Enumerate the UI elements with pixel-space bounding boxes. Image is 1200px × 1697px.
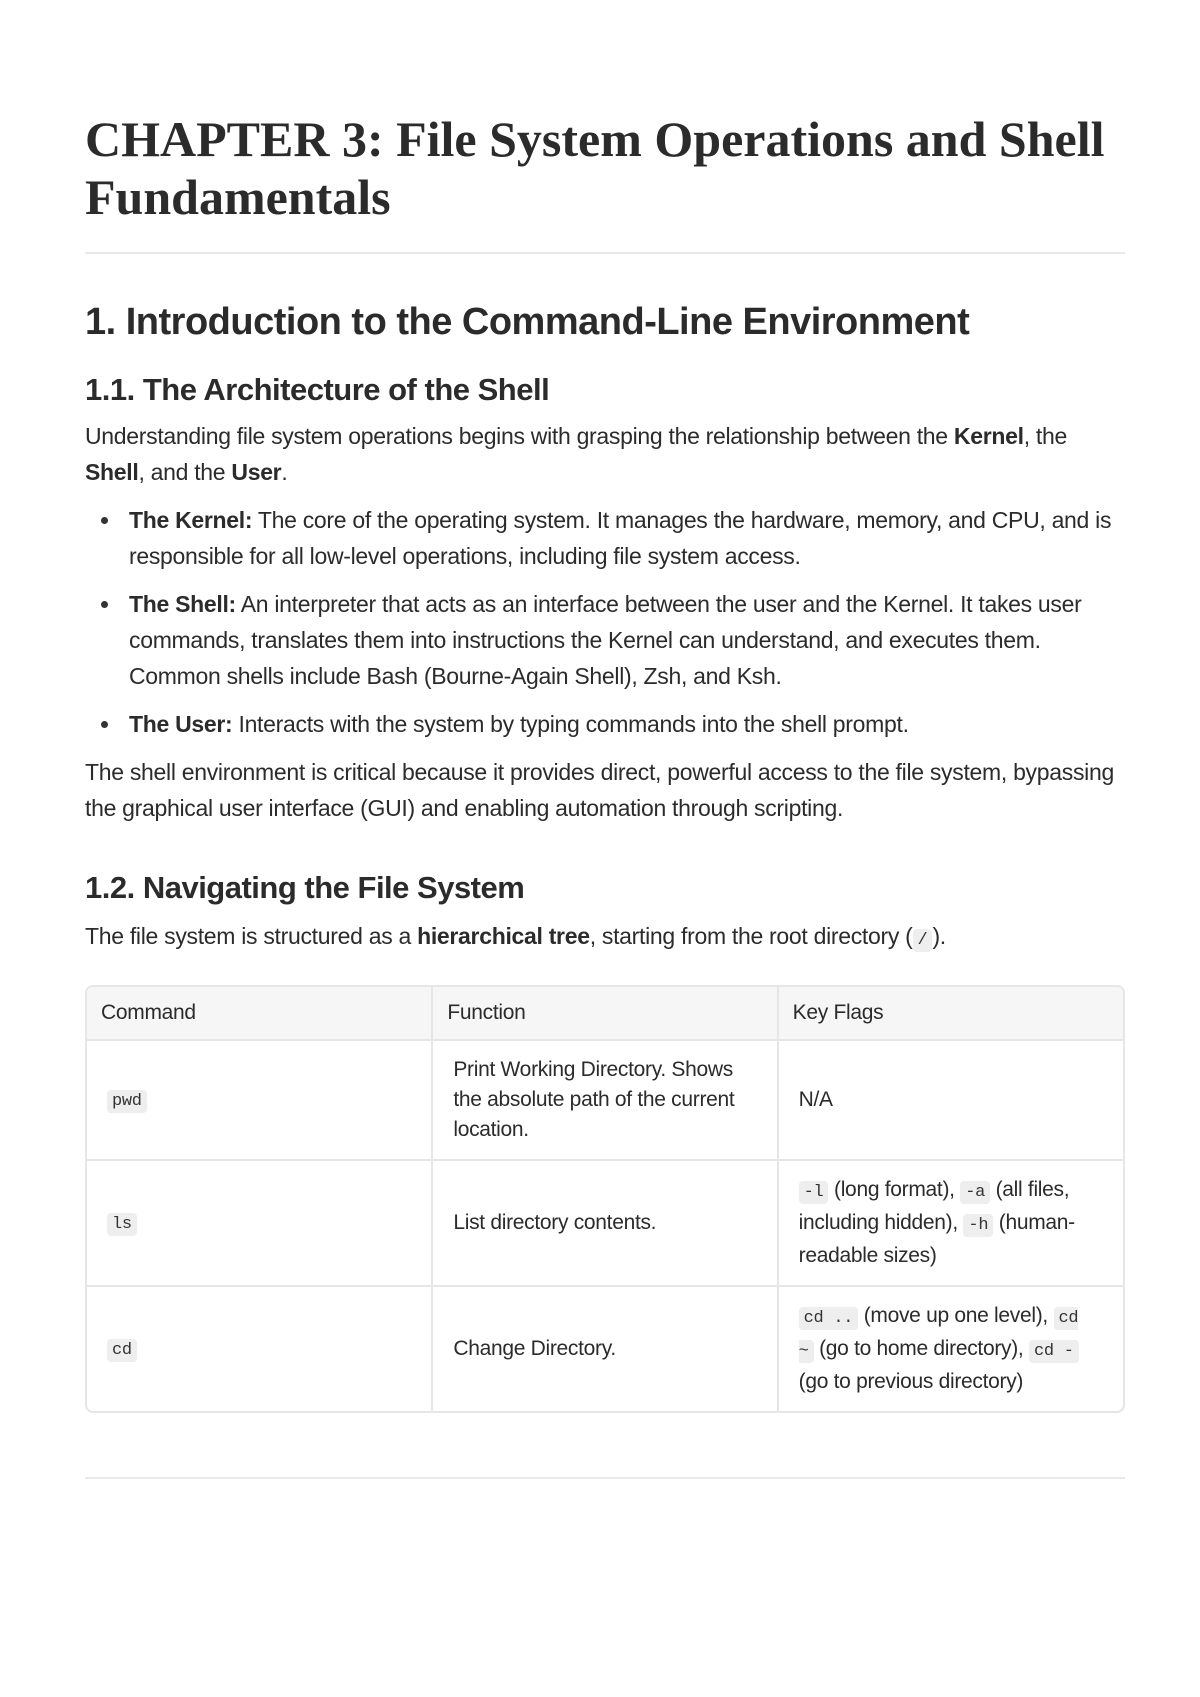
- flag-code: cd ~: [798, 1309, 1079, 1361]
- bullet-term: The Shell:: [129, 591, 236, 617]
- command-cell: [87, 1286, 432, 1411]
- shell-architecture-intro: [85, 418, 1125, 490]
- flag-description: (move up one level),: [858, 1304, 1054, 1327]
- function-cell: Change Directory.: [432, 1286, 777, 1411]
- table-row: [87, 1160, 1123, 1286]
- bullet-text: Interacts with the system by typing commands into the shell prompt.: [232, 711, 909, 737]
- section-1-1-heading: 1.1. The Architecture of the Shell: [85, 372, 550, 407]
- flag-code: -h: [963, 1214, 993, 1237]
- list-item-kernel: [85, 502, 1125, 574]
- bullet-term: The User:: [129, 711, 233, 737]
- root-directory-code: /: [913, 929, 933, 952]
- flag-description: (all files, including hidden),: [798, 1178, 1070, 1234]
- file-system-intro: [85, 918, 1125, 959]
- bullet-dot: [101, 517, 108, 524]
- column-header-function: Function: [432, 987, 777, 1040]
- flag-description: (human-readable sizes): [798, 1211, 1075, 1267]
- kernel-term: Kernel: [953, 423, 1024, 449]
- command-code: pwd: [107, 1090, 147, 1113]
- hierarchical-tree-term: hierarchical tree: [417, 923, 590, 949]
- shell-environment-paragraph: The shell environment is critical because it provides direct, powerful access to the file system, bypassing the graphical user interface (GUI) and enabling automation through scripting.: [85, 759, 1114, 821]
- intro-text-part: The file system is structured as a: [85, 923, 418, 949]
- list-item-shell: [85, 586, 1125, 694]
- function-cell: List directory contents.: [432, 1160, 777, 1286]
- divider-top: [85, 252, 1125, 254]
- intro-text-part: , and the: [138, 459, 232, 485]
- bullet-text: An interpreter that acts as an interface between the user and the Kernel. It takes user commands, translates them into instructions the Kernel can understand, and executes them. Common shells include Bash (Bourne-Again Shell), Zsh, and Ksh.: [129, 591, 1082, 689]
- table-row: [87, 1040, 1123, 1160]
- command-cell: [87, 1040, 432, 1160]
- bullet-dot: [101, 601, 108, 608]
- intro-text-part: .: [281, 459, 288, 485]
- column-header-key-flags: Key Flags: [778, 987, 1123, 1040]
- command-code: ls: [107, 1213, 137, 1236]
- flags-cell: [778, 1160, 1123, 1286]
- commands-table: [85, 985, 1125, 1413]
- architecture-list: [85, 502, 1125, 742]
- table-header-row: [87, 987, 1123, 1040]
- user-term: User: [231, 459, 282, 485]
- list-item-user: [85, 706, 1125, 742]
- flag-description: (go to previous directory): [798, 1370, 1024, 1393]
- bullet-term: The Kernel:: [129, 507, 253, 533]
- function-cell: Print Working Directory. Shows the absolute path of the current location.: [432, 1040, 777, 1160]
- command-code: cd: [107, 1339, 137, 1362]
- flag-description: (go to home directory),: [813, 1337, 1029, 1360]
- section-1-heading: 1. Introduction to the Command-Line Environment: [85, 301, 970, 343]
- flag-code: cd -: [1029, 1340, 1079, 1363]
- table-row: [87, 1286, 1123, 1411]
- divider-bottom: [85, 1477, 1125, 1479]
- flags-cell: [778, 1286, 1123, 1411]
- intro-text-part: ).: [932, 923, 946, 949]
- bullet-dot: [101, 721, 108, 728]
- flag-code: cd ..: [799, 1307, 859, 1330]
- intro-text-part: , the: [1023, 423, 1067, 449]
- flags-cell: N/A: [778, 1040, 1123, 1160]
- section-1-2-heading: 1.2. Navigating the File System: [85, 870, 525, 905]
- document-page: [85, 110, 1125, 1479]
- column-header-command: Command: [87, 987, 432, 1040]
- flag-code: -l: [799, 1181, 829, 1204]
- intro-text-part: Understanding file system operations begins with grasping the relationship between the: [85, 423, 954, 449]
- command-cell: [87, 1160, 432, 1286]
- shell-term: Shell: [85, 459, 139, 485]
- flag-description: (long format),: [828, 1178, 961, 1201]
- bullet-text: The core of the operating system. It manages the hardware, memory, and CPU, and is responsible for all low-level operations, including file system access.: [129, 507, 1112, 569]
- chapter-title: CHAPTER 3: File System Operations and Shell Fundamentals: [85, 111, 1105, 225]
- intro-text-part: , starting from the root directory (: [589, 923, 913, 949]
- flag-code: -a: [960, 1181, 990, 1204]
